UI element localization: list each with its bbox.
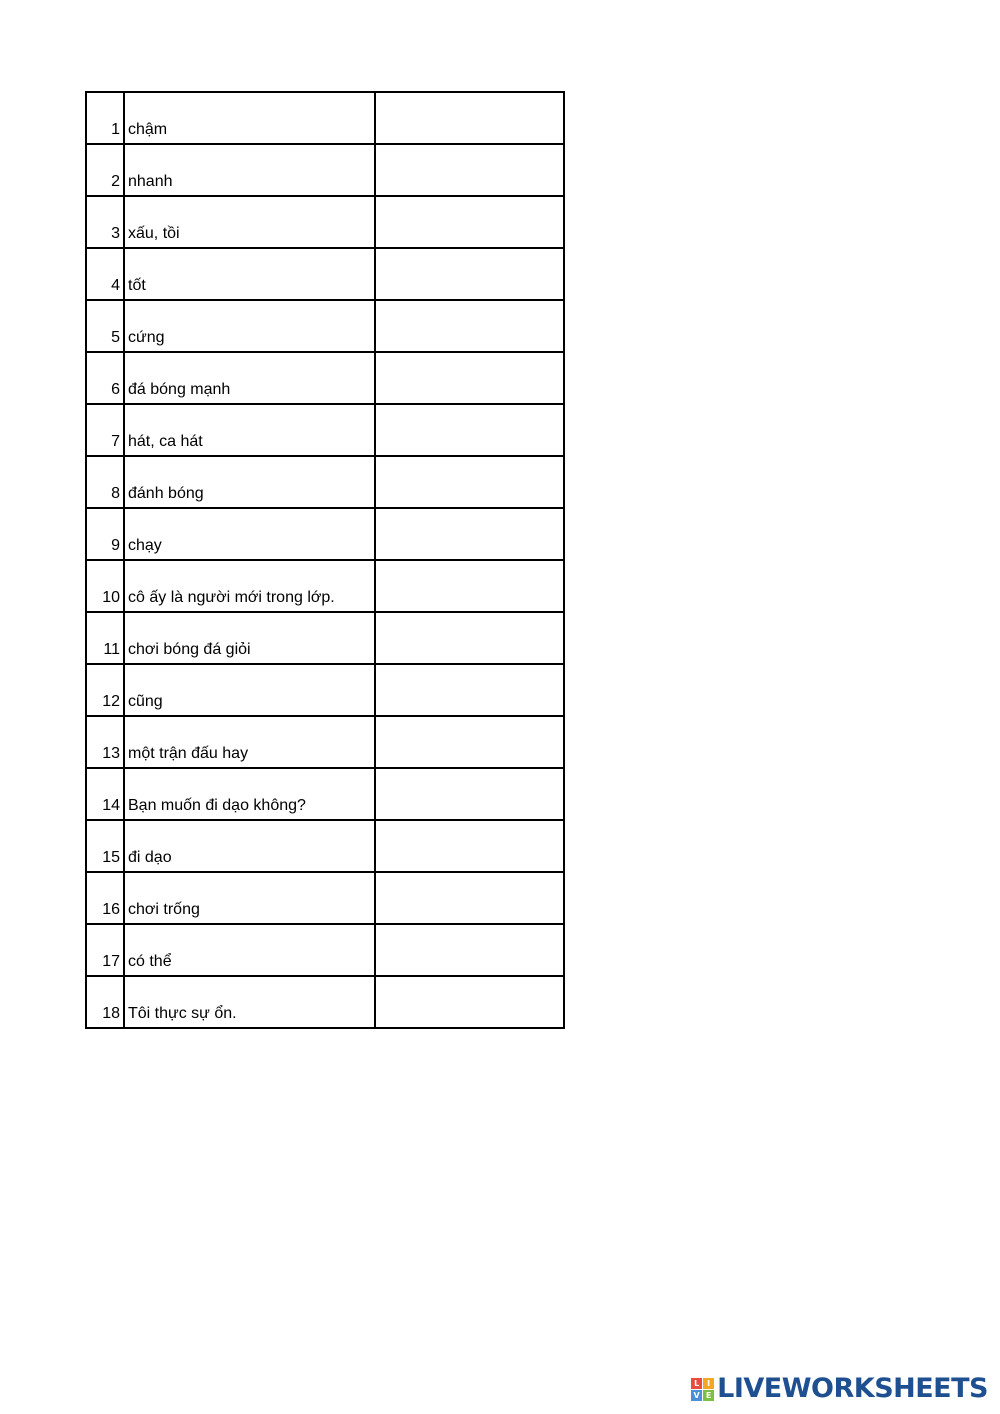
answer-cell [375, 664, 564, 716]
table-row [86, 508, 564, 560]
row-number: 10 [86, 560, 124, 612]
liveworksheets-brand [691, 1374, 988, 1404]
answer-cell [375, 716, 564, 768]
answer-cell [375, 560, 564, 612]
vietnamese-phrase: cứng [124, 300, 375, 352]
answer-cell [375, 872, 564, 924]
row-number: 4 [86, 248, 124, 300]
row-number: 14 [86, 768, 124, 820]
row-number: 7 [86, 404, 124, 456]
answer-input[interactable] [376, 249, 563, 299]
row-number: 15 [86, 820, 124, 872]
row-number: 11 [86, 612, 124, 664]
row-number: 17 [86, 924, 124, 976]
answer-cell [375, 508, 564, 560]
answer-input[interactable] [376, 821, 563, 871]
answer-cell [375, 248, 564, 300]
vietnamese-phrase: đánh bóng [124, 456, 375, 508]
answer-cell [375, 976, 564, 1028]
answer-cell [375, 612, 564, 664]
row-number: 6 [86, 352, 124, 404]
row-number: 1 [86, 92, 124, 144]
logo-letter-i: I [703, 1378, 714, 1389]
vietnamese-phrase: Bạn muốn đi dạo không? [124, 768, 375, 820]
row-number: 3 [86, 196, 124, 248]
table-row [86, 820, 564, 872]
logo-letter-l: L [691, 1378, 702, 1389]
row-number: 2 [86, 144, 124, 196]
logo-letter-v: V [691, 1390, 702, 1401]
answer-input[interactable] [376, 353, 563, 403]
vietnamese-phrase: chơi bóng đá giỏi [124, 612, 375, 664]
table-row [86, 196, 564, 248]
vietnamese-phrase: chơi trống [124, 872, 375, 924]
vietnamese-phrase: đá bóng mạnh [124, 352, 375, 404]
vietnamese-phrase: hát, ca hát [124, 404, 375, 456]
vietnamese-phrase: có thể [124, 924, 375, 976]
vietnamese-phrase: cũng [124, 664, 375, 716]
row-number: 16 [86, 872, 124, 924]
row-number: 5 [86, 300, 124, 352]
row-number: 18 [86, 976, 124, 1028]
table-row [86, 664, 564, 716]
table-row [86, 248, 564, 300]
answer-input[interactable] [376, 613, 563, 663]
vietnamese-phrase: tốt [124, 248, 375, 300]
answer-input[interactable] [376, 405, 563, 455]
table-row [86, 924, 564, 976]
vietnamese-phrase: đi dạo [124, 820, 375, 872]
answer-cell [375, 92, 564, 144]
answer-input[interactable] [376, 145, 563, 195]
vietnamese-phrase: cô ấy là người mới trong lớp. [124, 560, 375, 612]
answer-cell [375, 300, 564, 352]
answer-input[interactable] [376, 93, 563, 143]
answer-input[interactable] [376, 769, 563, 819]
vocabulary-table [85, 91, 565, 1029]
answer-input[interactable] [376, 717, 563, 767]
table-row [86, 144, 564, 196]
row-number: 13 [86, 716, 124, 768]
table-row [86, 612, 564, 664]
answer-input[interactable] [376, 925, 563, 975]
vietnamese-phrase: một trận đấu hay [124, 716, 375, 768]
table-row [86, 768, 564, 820]
table-row [86, 872, 564, 924]
answer-cell [375, 352, 564, 404]
answer-input[interactable] [376, 561, 563, 611]
table-row [86, 92, 564, 144]
answer-input[interactable] [376, 977, 563, 1027]
answer-input[interactable] [376, 873, 563, 923]
brand-wordmark: LIVEWORKSHEETS [717, 1373, 988, 1404]
vietnamese-phrase: xấu, tồi [124, 196, 375, 248]
vietnamese-phrase: nhanh [124, 144, 375, 196]
table-row [86, 716, 564, 768]
answer-input[interactable] [376, 457, 563, 507]
answer-input[interactable] [376, 197, 563, 247]
table-row [86, 352, 564, 404]
logo-letter-e: E [703, 1390, 714, 1401]
table-row [86, 976, 564, 1028]
vietnamese-phrase: chạy [124, 508, 375, 560]
table-row [86, 456, 564, 508]
answer-cell [375, 768, 564, 820]
vietnamese-phrase: Tôi thực sự ổn. [124, 976, 375, 1028]
answer-cell [375, 820, 564, 872]
answer-cell [375, 924, 564, 976]
answer-cell [375, 144, 564, 196]
table-body [86, 92, 564, 1028]
answer-input[interactable] [376, 665, 563, 715]
row-number: 8 [86, 456, 124, 508]
table-row [86, 300, 564, 352]
answer-input[interactable] [376, 509, 563, 559]
vietnamese-phrase: chậm [124, 92, 375, 144]
answer-cell [375, 456, 564, 508]
row-number: 12 [86, 664, 124, 716]
answer-input[interactable] [376, 301, 563, 351]
row-number: 9 [86, 508, 124, 560]
liveworksheets-logo-icon [691, 1378, 714, 1401]
answer-cell [375, 404, 564, 456]
table-row [86, 560, 564, 612]
answer-cell [375, 196, 564, 248]
table-row [86, 404, 564, 456]
